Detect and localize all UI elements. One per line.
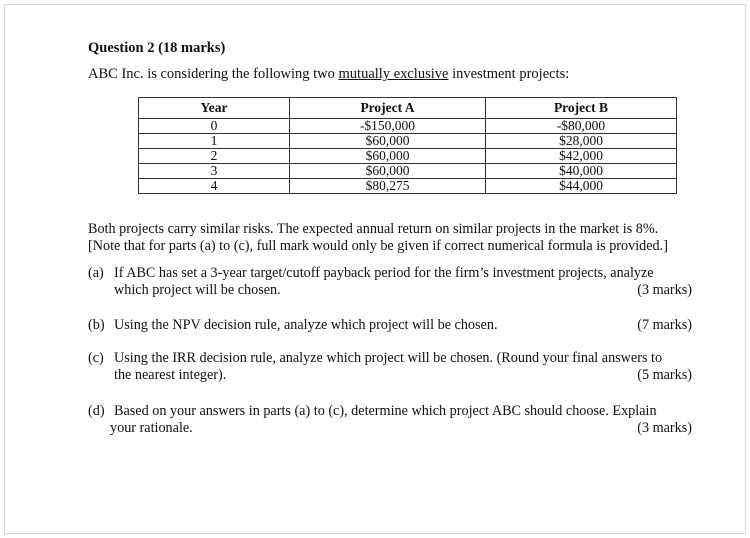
intro-text-start: ABC Inc. is considering the following two [88, 66, 339, 82]
part-a-label: (a) [88, 265, 104, 281]
cash-flow-table [138, 97, 677, 194]
part-d-marks: (3 marks) [637, 420, 692, 436]
paragraph-line-1: Both projects carry similar risks. The expected annual return on similar projects in the market is 8%. [88, 221, 659, 237]
part-a [88, 265, 692, 299]
table-row [139, 179, 677, 194]
part-d-label: (d) [88, 403, 105, 419]
part-c [88, 350, 692, 384]
part-b-text-line-1: Using the NPV decision rule, analyze which project will be chosen. [114, 317, 498, 333]
intro-text-end: investment projects: [448, 66, 570, 82]
project-b-cell: -$80,000 [486, 119, 677, 134]
year-cell: 0 [139, 119, 290, 134]
table-row [139, 119, 677, 134]
year-cell: 3 [139, 164, 290, 179]
part-a-text-line-1: If ABC has set a 3-year target/cutoff payback period for the firm’s investment projects, analyze [114, 265, 654, 281]
header-project-b: Project B [486, 98, 677, 119]
part-a-text-line-2: which project will be chosen. [114, 282, 281, 298]
project-a-cell: $60,000 [290, 164, 486, 179]
part-d-text-line-2: your rationale. [110, 420, 193, 436]
intro-underlined-phrase: mutually exclusive [338, 66, 449, 82]
part-b [88, 317, 692, 334]
table-row [139, 164, 677, 179]
part-b-label: (b) [88, 317, 105, 333]
risk-paragraph [88, 221, 700, 255]
header-project-a: Project A [290, 98, 486, 119]
year-cell: 1 [139, 134, 290, 149]
paragraph-line-2: [Note that for parts (a) to (c), full mark would only be given if correct numerical formula is provided.] [88, 238, 668, 254]
question-title: Question 2 (18 marks) [88, 40, 226, 56]
table-row [139, 149, 677, 164]
header-year: Year [139, 98, 290, 119]
question-intro [88, 66, 569, 83]
project-a-cell: $60,000 [290, 149, 486, 164]
table-header-row [139, 98, 677, 119]
project-b-cell: $40,000 [486, 164, 677, 179]
year-cell: 4 [139, 179, 290, 194]
project-a-cell: $80,275 [290, 179, 486, 194]
part-b-marks: (7 marks) [637, 317, 692, 333]
part-c-text-line-2: the nearest integer). [114, 367, 227, 383]
part-a-marks: (3 marks) [637, 282, 692, 298]
part-c-text-line-1: Using the IRR decision rule, analyze which project will be chosen. (Round your final answers to [114, 350, 663, 366]
part-d-text-line-1: Based on your answers in parts (a) to (c), determine which project ABC should choose. Explain [114, 403, 657, 419]
project-b-cell: $42,000 [486, 149, 677, 164]
project-a-cell: -$150,000 [290, 119, 486, 134]
part-d [88, 403, 692, 437]
year-cell: 2 [139, 149, 290, 164]
project-b-cell: $44,000 [486, 179, 677, 194]
project-b-cell: $28,000 [486, 134, 677, 149]
part-c-label: (c) [88, 350, 104, 366]
table-row [139, 134, 677, 149]
project-a-cell: $60,000 [290, 134, 486, 149]
part-c-marks: (5 marks) [637, 367, 692, 383]
